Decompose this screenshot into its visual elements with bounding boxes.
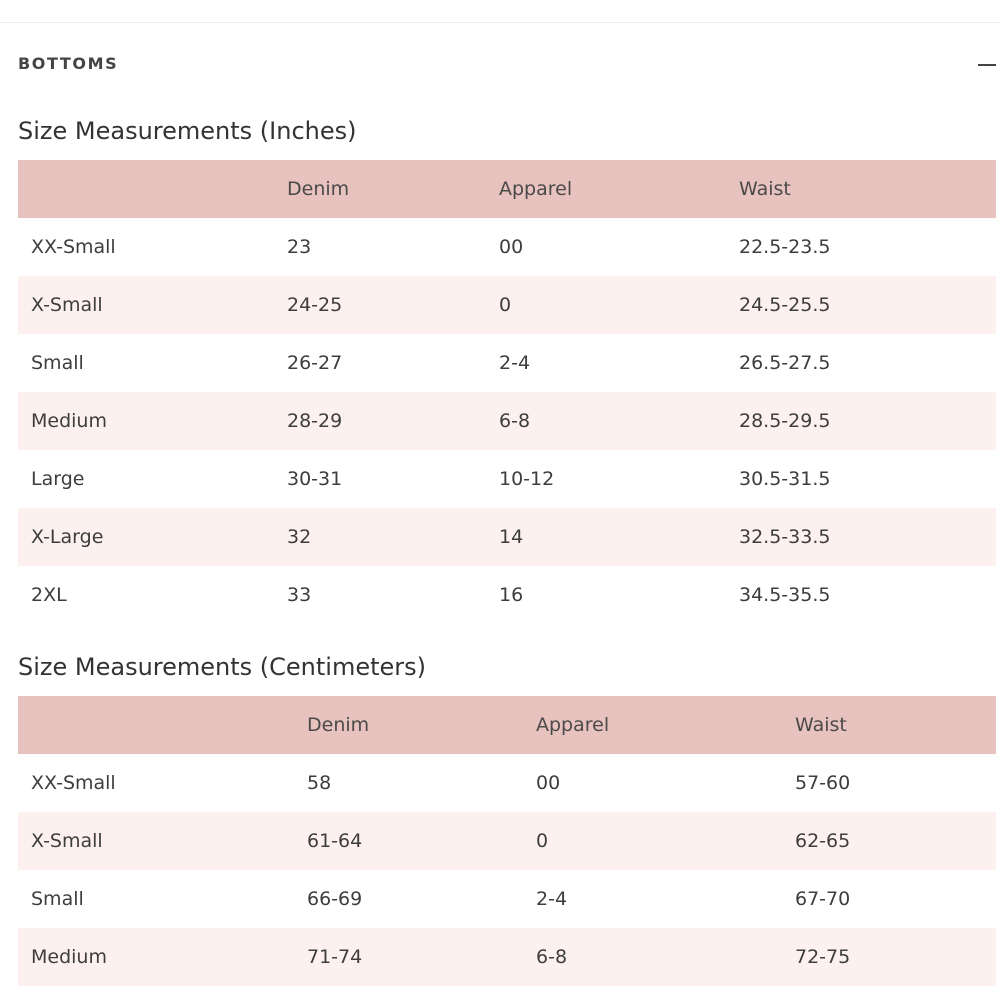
size-cell: Large: [31, 468, 85, 490]
apparel-cell: 00: [499, 236, 524, 258]
column-header: [18, 160, 287, 218]
inches-section-title: Size Measurements (Inches): [18, 117, 357, 145]
table-row: [18, 218, 996, 276]
waist-cell: 72-75: [795, 946, 851, 968]
denim-cell: 58: [307, 772, 332, 794]
column-header-denim: Denim: [287, 178, 350, 200]
waist-cell: 26.5-27.5: [739, 352, 831, 374]
denim-cell: 26-27: [287, 352, 343, 374]
table-row: [18, 450, 996, 508]
table-row: [18, 276, 996, 334]
apparel-cell: 10-12: [499, 468, 555, 490]
denim-cell: 28-29: [287, 410, 343, 432]
column-header-apparel: Apparel: [499, 178, 573, 200]
table-row: [18, 334, 996, 392]
table-row: [18, 870, 996, 928]
apparel-cell: 6-8: [499, 410, 531, 432]
waist-cell: 57-60: [795, 772, 851, 794]
size-cell: XX-Small: [31, 772, 116, 794]
apparel-cell: 16: [499, 584, 524, 606]
size-cell: XX-Small: [31, 236, 116, 258]
top-divider: [0, 22, 1000, 23]
waist-cell: 62-65: [795, 830, 851, 852]
apparel-cell: 14: [499, 526, 524, 548]
column-header-apparel: Apparel: [536, 714, 610, 736]
inches-size-table: [18, 160, 996, 624]
denim-cell: 30-31: [287, 468, 343, 490]
denim-cell: 33: [287, 584, 312, 606]
apparel-cell: 0: [536, 830, 549, 852]
table-row: [18, 508, 996, 566]
column-header-denim: Denim: [307, 714, 370, 736]
size-cell: X-Large: [31, 526, 104, 548]
bottoms-accordion-header[interactable]: [18, 50, 996, 80]
size-cell: 2XL: [31, 584, 67, 606]
minus-icon[interactable]: [978, 64, 996, 66]
size-cell: Small: [31, 888, 84, 910]
apparel-cell: 2-4: [499, 352, 531, 374]
waist-cell: 30.5-31.5: [739, 468, 831, 490]
denim-cell: 66-69: [307, 888, 363, 910]
size-cell: Medium: [31, 946, 107, 968]
denim-cell: 61-64: [307, 830, 363, 852]
denim-cell: 23: [287, 236, 312, 258]
table-row: [18, 566, 996, 624]
table-row: [18, 928, 996, 986]
centimeters-size-table: [18, 696, 996, 986]
column-header: [18, 696, 307, 754]
denim-cell: 71-74: [307, 946, 363, 968]
denim-cell: 32: [287, 526, 312, 548]
waist-cell: 32.5-33.5: [739, 526, 831, 548]
denim-cell: 24-25: [287, 294, 343, 316]
apparel-cell: 2-4: [536, 888, 568, 910]
table-row: [18, 754, 996, 812]
centimeters-section-title: Size Measurements (Centimeters): [18, 653, 427, 681]
waist-cell: 34.5-35.5: [739, 584, 831, 606]
waist-cell: 28.5-29.5: [739, 410, 831, 432]
size-cell: X-Small: [31, 294, 103, 316]
waist-cell: 24.5-25.5: [739, 294, 831, 316]
accordion-title: BOTTOMS: [18, 54, 119, 73]
table-header-row: [18, 696, 996, 754]
table-row: [18, 812, 996, 870]
size-cell: Medium: [31, 410, 107, 432]
column-header-waist: Waist: [739, 178, 791, 200]
column-header-waist: Waist: [795, 714, 847, 736]
waist-cell: 67-70: [795, 888, 851, 910]
table-header-row: [18, 160, 996, 218]
waist-cell: 22.5-23.5: [739, 236, 831, 258]
apparel-cell: 6-8: [536, 946, 568, 968]
size-cell: Small: [31, 352, 84, 374]
size-cell: X-Small: [31, 830, 103, 852]
table-row: [18, 392, 996, 450]
apparel-cell: 0: [499, 294, 512, 316]
apparel-cell: 00: [536, 772, 561, 794]
